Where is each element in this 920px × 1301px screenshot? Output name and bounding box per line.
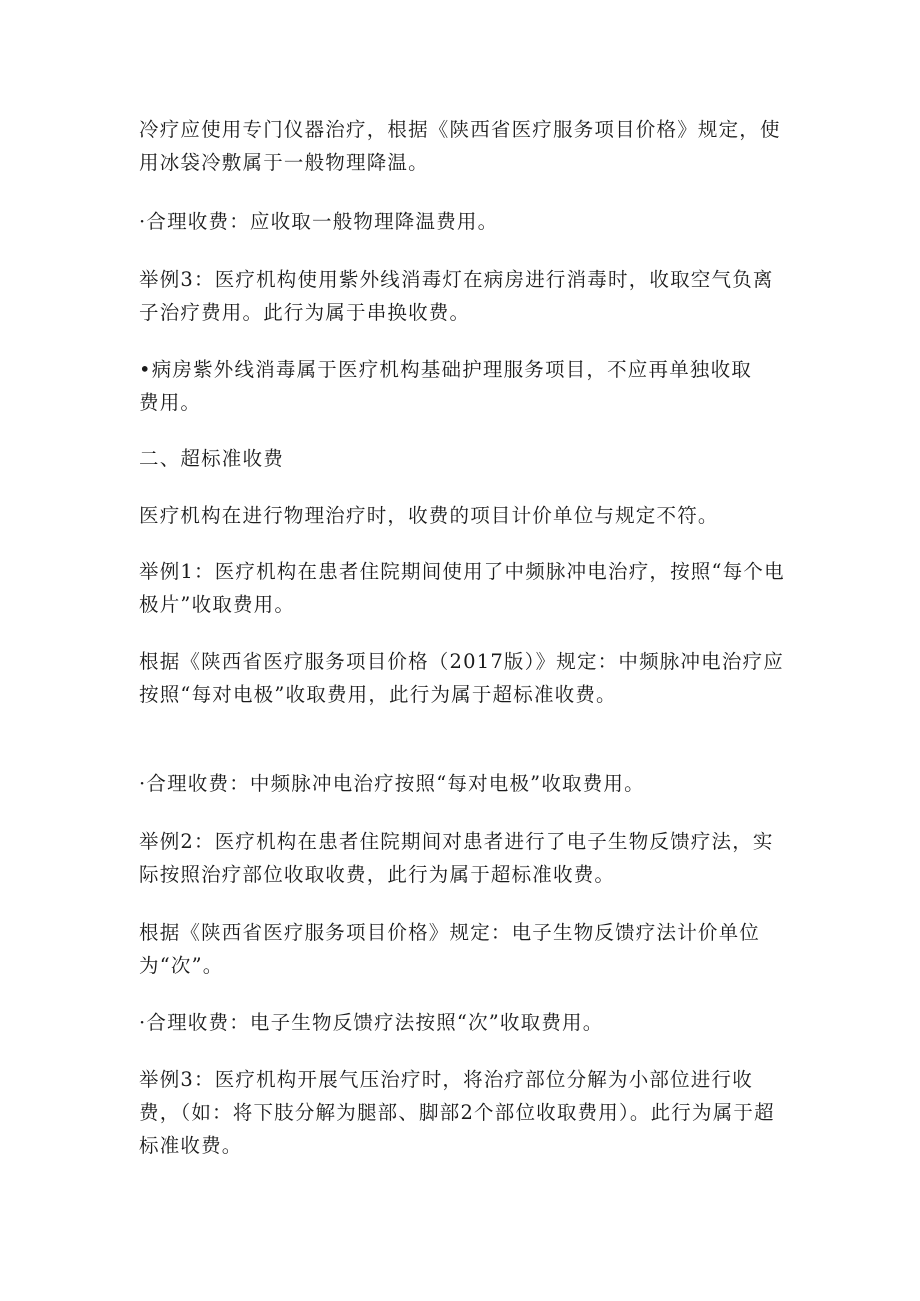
paragraph-cold-therapy: 冷疗应使用专门仪器治疗，根据《陕西省医疗服务项目价格》规定，使用冰袋冷敷属于一般物理降温。: [139, 118, 781, 174]
paragraph-regulation-2017: 根据《陕西省医疗服务项目价格（2017版）》规定：中频脉冲电治疗应按照“每对电极”收取费用，此行为属于超标准收费。: [139, 650, 784, 706]
paragraph-regulation-biofeedback: 根据《陕西省医疗服务项目价格》规定：电子生物反馈疗法计价单位为“次”。: [139, 921, 761, 977]
paragraph-example-2: 举例2：医疗机构在患者住院期间对患者进行了电子生物反馈疗法，实际按照治疗部位收取收费，此行为属于超标准收费。: [139, 830, 774, 886]
paragraph-reasonable-fee-2: ·合理收费：中频脉冲电治疗按照“每对电极”收取费用。: [139, 772, 645, 795]
paragraph-example-3-pressure: 举例3：医疗机构开展气压治疗时，将治疗部位分解为小部位进行收费，（如：将下肢分解为腿部、脚部2个部位收取费用）。此行为属于超标准收费。: [139, 1068, 775, 1157]
paragraph-unit-mismatch: 医疗机构在进行物理治疗时，收费的项目计价单位与规定不符。: [139, 504, 719, 527]
paragraph-reasonable-fee-3: ·合理收费：电子生物反馈疗法按照“次”收取费用。: [139, 1011, 604, 1034]
paragraph-reasonable-fee-1: ·合理收费：应收取一般物理降温费用。: [139, 210, 499, 233]
section-heading-over-standard: 二、超标准收费: [139, 447, 284, 470]
paragraph-uv-disinfection: •病房紫外线消毒属于医疗机构基础护理服务项目，不应再单独收取费用。: [139, 358, 753, 414]
paragraph-example-1: 举例1：医疗机构在患者住院期间使用了中频脉冲电治疗，按照“每个电极片”收取费用。: [139, 560, 785, 616]
paragraph-example-3-uv: 举例3：医疗机构使用紫外线消毒灯在病房进行消毒时，收取空气负离子治疗费用。此行为属于串换收费。: [139, 268, 774, 324]
